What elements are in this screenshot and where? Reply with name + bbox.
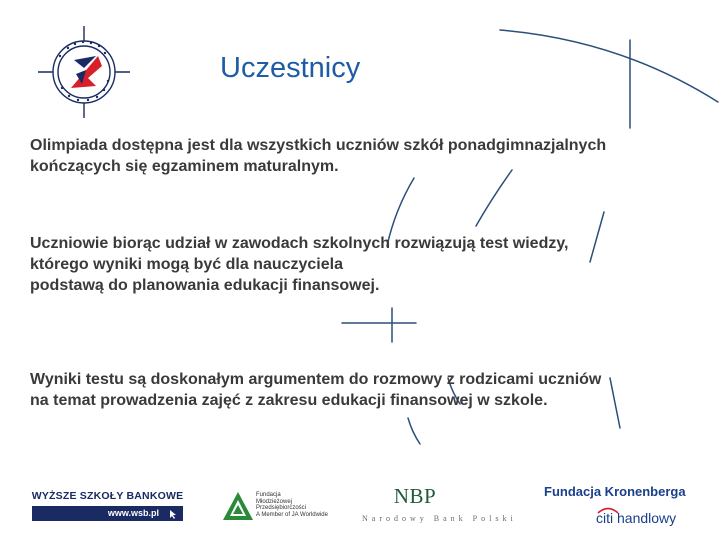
fmp-logo (222, 484, 344, 526)
paragraph-line: podstawą do planowania edukacji finansowej. (30, 277, 380, 294)
paragraph-line: kończących się egzaminem maturalnym. (30, 158, 339, 175)
olympiad-seal-logo (38, 26, 130, 118)
fmp-line: A Member of JA Worldwide (256, 511, 328, 518)
fmp-line: Młodzieżowej (256, 498, 293, 505)
fmp-line: Fundacja (256, 492, 281, 498)
nbp-logo (360, 484, 516, 528)
paragraph-line: na temat prowadzenia zajęć z zakresu edukacji finansowej w szkole. (30, 392, 548, 409)
paragraph-line: którego wyniki mogą być dla nauczyciela (30, 256, 343, 273)
paragraph-eligibility (30, 135, 690, 177)
wsb-url: www.wsb.pl (32, 506, 183, 521)
kronenberg-name: Fundacja Kronenberga (544, 484, 686, 499)
nbp-abbr: NBP (393, 484, 437, 508)
wsb-name: WYŻSZE SZKOŁY BANKOWE (31, 490, 184, 502)
slide-title: Uczestnicy (220, 52, 361, 84)
paragraph-test (30, 233, 690, 296)
kronenberg-logo (544, 484, 694, 532)
nbp-full-name: Narodowy Bank Polski (362, 514, 517, 523)
cursor-icon (170, 510, 178, 519)
paragraph-line: Wyniki testu są doskonałym argumentem do rozmowy z rodzicami uczniów (30, 371, 602, 388)
fmp-text (256, 492, 346, 518)
paragraph-results (30, 369, 690, 411)
fmp-line: Przedsiębiorczości (256, 505, 307, 511)
citi-handlowy: citi handlowy (596, 510, 677, 526)
paragraph-line: Olimpiada dostępna jest dla wszystkich uczniów szkół ponadgimnazjalnych (30, 137, 607, 154)
fmp-emblem-icon (222, 490, 254, 522)
wsb-logo (30, 484, 185, 524)
paragraph-line: Uczniowie biorąc udział w zawodach szkolnych rozwiązują test wiedzy, (30, 235, 569, 252)
